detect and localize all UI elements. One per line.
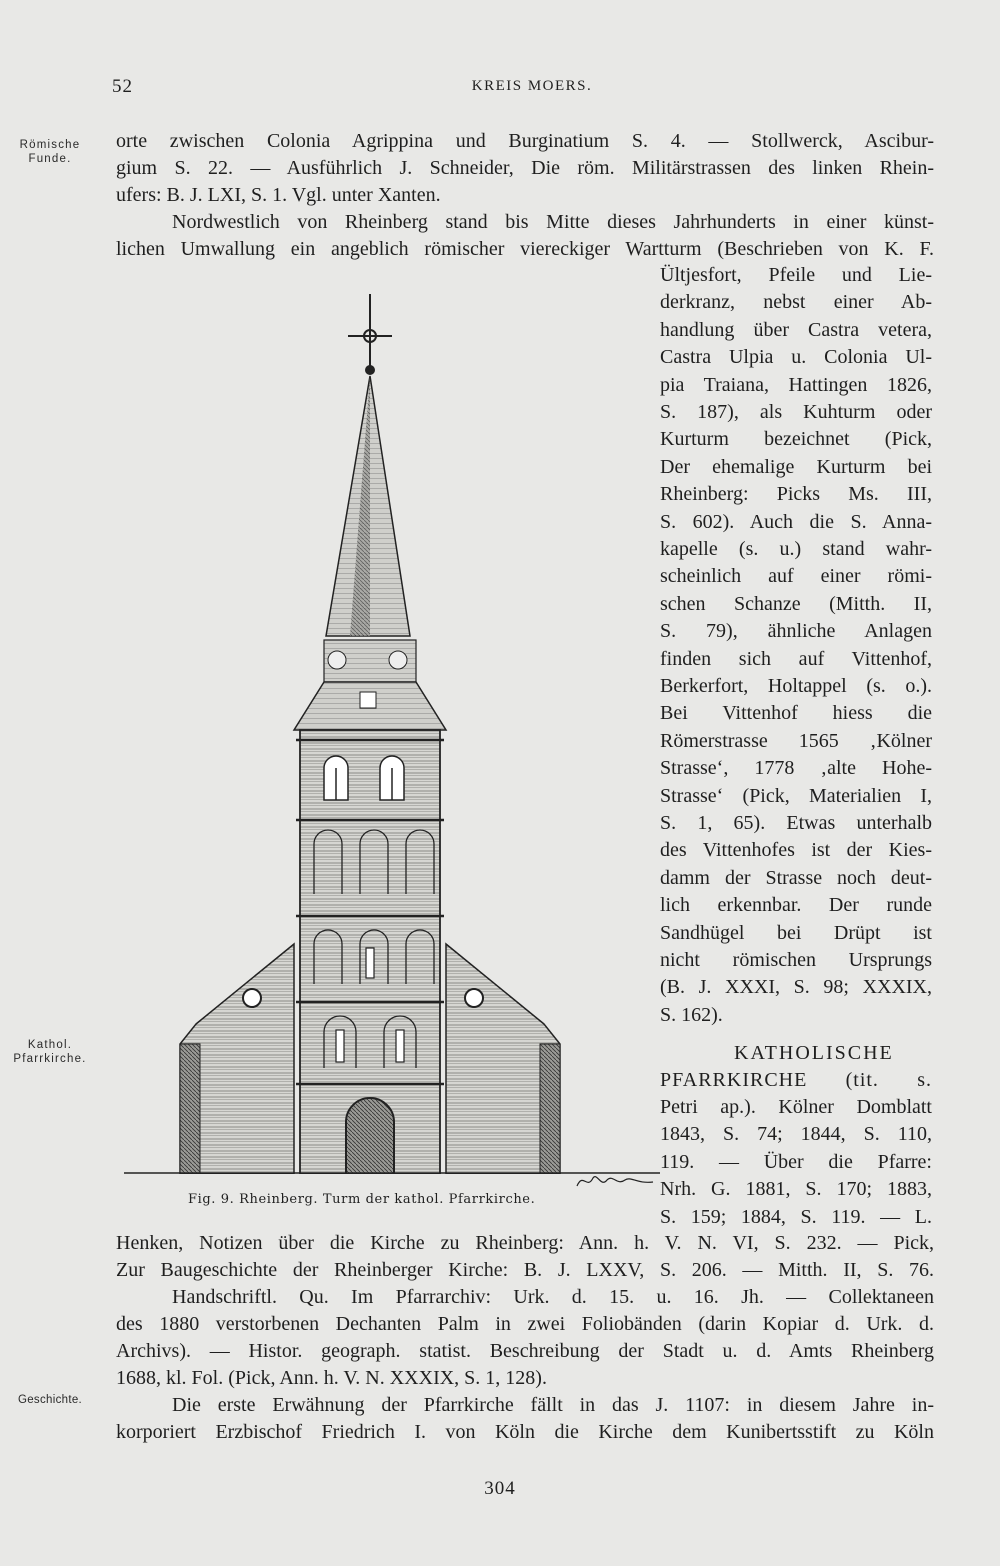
kathol-column-line: 119. — Über die Pfarre: xyxy=(660,1150,932,1173)
body-line: Archivs). — Histor. geograph. statist. Beschreibung der Stadt u. d. Amts Rheinberg xyxy=(116,1340,934,1362)
right-column-line: S. 1, 65). Etwas unterhalb xyxy=(660,812,932,834)
right-column-line: (B. J. XXXI, S. 98; XXXIX, xyxy=(660,976,932,999)
church-tower-illustration xyxy=(124,284,660,1174)
right-column-line: derkranz, nebst einer Ab- xyxy=(660,291,932,314)
right-column-line: kapelle (s. u.) stand wahr- xyxy=(660,538,932,560)
right-column-line: Bei Vittenhof hiess die xyxy=(660,702,932,725)
body-line: korporiert Erzbischof Friedrich I. von Köln die Kirche dem Kunibertsstift zu Köln xyxy=(116,1421,934,1443)
body-line: gium S. 22. — Ausführlich J. Schneider, Die röm. Militärstrassen des linken Rhein- xyxy=(116,157,934,179)
right-column-line: finden sich auf Vittenhof, xyxy=(660,647,932,670)
right-column-line: nicht römischen Ursprungs xyxy=(660,949,932,971)
right-column-line: lich erkennbar. Der runde xyxy=(660,894,932,917)
footer-page-number: 304 xyxy=(484,1478,516,1499)
right-column-line: S. 187), als Kuhturm oder xyxy=(660,401,932,423)
right-column-line: Der ehemalige Kurturm bei xyxy=(660,455,932,478)
page-header xyxy=(112,76,952,104)
body-line: lichen Umwallung ein angeblich römischer viereckiger Wartturm (Beschrieben von K. F. xyxy=(116,238,934,260)
margin-note-roemische-funde: Römische Funde. xyxy=(19,139,81,165)
right-column-line: Römerstrasse 1565 ‚Kölner xyxy=(660,729,932,752)
body-line: Henken, Notizen über die Kirche zu Rheinberg: Ann. h. V. N. VI, S. 232. — Pick, xyxy=(116,1232,934,1254)
body-line: 1688, kl. Fol. (Pick, Ann. h. V. N. XXXIX, S. 1, 128). xyxy=(116,1367,547,1389)
tower-portal xyxy=(346,1098,394,1174)
cross-finial xyxy=(348,294,392,374)
figure-caption: Fig. 9. Rheinberg. Turm der kathol. Pfarrkirche. xyxy=(188,1192,536,1207)
kathol-column-line: Nrh. G. 1881, S. 170; 1883, xyxy=(660,1178,932,1201)
right-column-line: Rheinberg: Picks Ms. III, xyxy=(660,483,932,506)
right-column-line: Berkerfort, Holtappel (s. o.). xyxy=(660,675,932,697)
artist-signature xyxy=(575,1170,655,1192)
right-column-line: Castra Ulpia u. Colonia Ul- xyxy=(660,346,932,369)
right-column-line: Ültjesfort, Pfeile und Lie- xyxy=(660,264,932,286)
right-column-line: S. 602). Auch die S. Anna- xyxy=(660,510,932,533)
section-heading-kathol: KATHOLISCHE xyxy=(734,1042,894,1064)
body-line: Nordwestlich von Rheinberg stand bis Mitte dieses Jahrhunderts in einer künst- xyxy=(172,211,934,233)
body-line: Handschriftl. Qu. Im Pfarrarchiv: Urk. d. 15. u. 16. Jh. — Collektaneen xyxy=(172,1286,934,1308)
kathol-column-line: S. 159; 1884, S. 119. — L. xyxy=(660,1205,932,1228)
body-line: ufers: B. J. LXI, S. 1. Vgl. unter Xanten. xyxy=(116,184,441,206)
right-column-line: schen Schanze (Mitth. II, xyxy=(660,592,932,615)
margin-note-geschichte: Geschichte. xyxy=(17,1394,83,1406)
right-column-line: Sandhügel bei Drüpt ist xyxy=(660,921,932,944)
right-column-line: scheinlich auf einer römi- xyxy=(660,565,932,588)
church-tower-drawing xyxy=(124,284,660,1174)
body-line: des 1880 verstorbenen Dechanten Palm in zwei Foliobänden (darin Kopiar d. Urk. d. xyxy=(116,1313,934,1335)
right-column-line: des Vittenhofes ist der Kies- xyxy=(660,839,932,862)
body-line: Zur Baugeschichte der Rheinberger Kirche: B. J. LXXV, S. 206. — Mitth. II, S. 76. xyxy=(116,1259,934,1281)
margin-note-kathol-pfarrkirche: Kathol. Pfarrkirche. xyxy=(13,1039,87,1065)
right-column-line: S. 162). xyxy=(660,1003,723,1026)
right-column-line: handlung über Castra vetera, xyxy=(660,318,932,341)
right-column-line: Strasse‘, 1778 ‚alte Hohe- xyxy=(660,757,932,780)
section-heading-pfarrkirche: PFARRKIRCHE (tit. s. xyxy=(660,1069,932,1091)
page-number: 52 xyxy=(112,76,133,97)
right-column-line: damm der Strasse noch deut- xyxy=(660,866,932,889)
right-column-line: Kurturm bezeichnet (Pick, xyxy=(660,428,932,451)
kathol-column-line: Petri ap.). Kölner Domblatt xyxy=(660,1096,932,1118)
kathol-column-line: 1843, S. 74; 1844, S. 110, xyxy=(660,1123,932,1146)
right-column-line: S. 79), ähnliche Anlagen xyxy=(660,620,932,643)
right-column-line: pia Traiana, Hattingen 1826, xyxy=(660,373,932,396)
running-title: KREIS MOERS. xyxy=(471,78,593,94)
body-line: Die erste Erwähnung der Pfarrkirche fällt in das J. 1107: in diesem Jahre in- xyxy=(172,1394,934,1416)
right-column-line: Strasse‘ (Pick, Materialien I, xyxy=(660,784,932,807)
body-line: orte zwischen Colonia Agrippina und Burginatium S. 4. — Stollwerck, Ascibur- xyxy=(116,130,934,152)
